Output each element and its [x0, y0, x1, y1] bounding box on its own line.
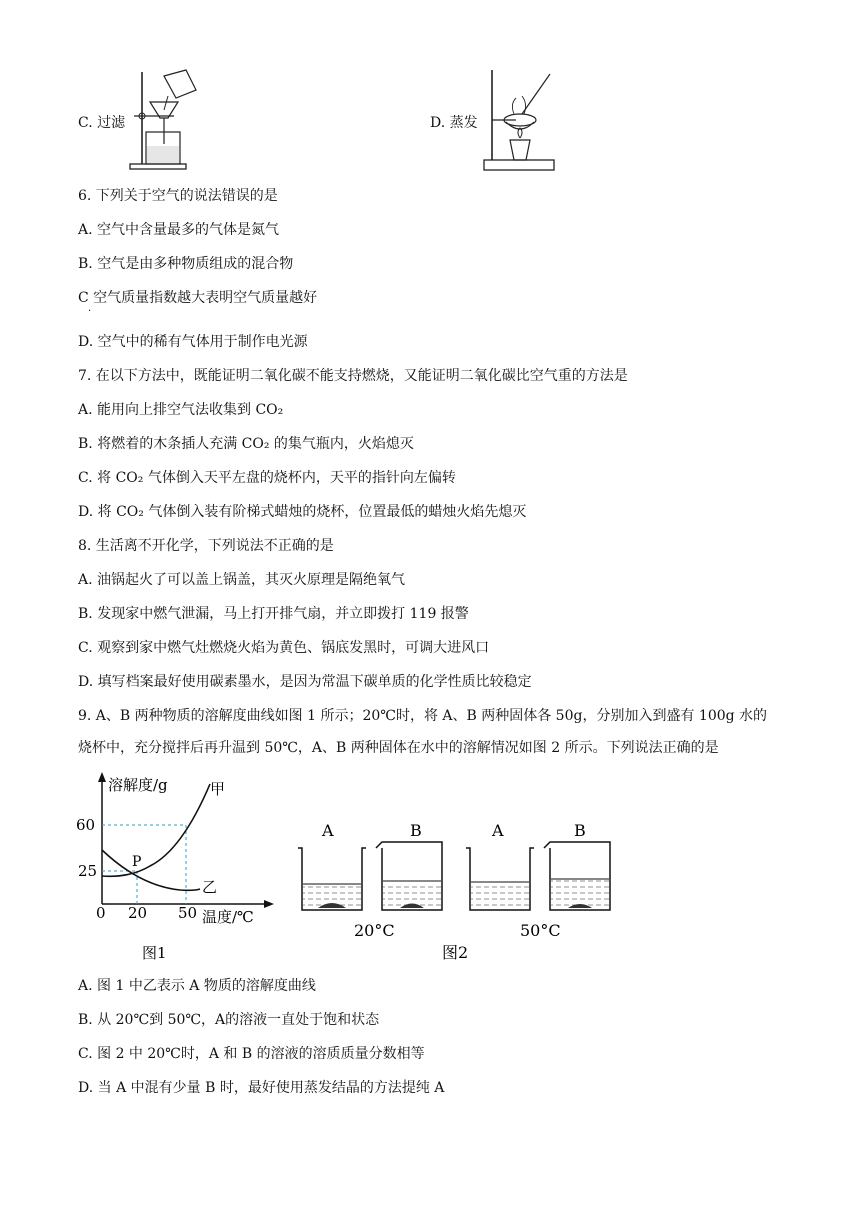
temp-20c-label: 20°C: [354, 921, 395, 940]
q6-stem: 6. 下列关于空气的说法错误的是: [78, 188, 278, 204]
q8-option-d: D. 填写档案最好使用碳素墨水，是因为常温下碳单质的化学性质比较稳定: [78, 674, 532, 690]
curve-jia-label: 甲: [210, 780, 226, 798]
figure-1-solubility-chart: [70, 768, 280, 964]
beaker-a-50c: [466, 821, 534, 910]
temp-50c-label: 50°C: [520, 921, 561, 940]
curve-yi: [102, 850, 200, 890]
q9-option-c: C. 图 2 中 20℃时，A 和 B 的溶液的溶质质量分数相等: [78, 1046, 425, 1062]
beaker-label: A: [492, 821, 504, 840]
x-tick-50: 50: [178, 904, 198, 922]
filtration-apparatus-image: [124, 66, 214, 172]
x-tick-20: 20: [128, 904, 148, 922]
q9-option-a: A. 图 1 中乙表示 A 物质的溶解度曲线: [78, 978, 316, 994]
q7-option-c: C. 将 CO₂ 气体倒入天平左盘的烧杯内，天平的指针向左偏转: [78, 470, 456, 486]
curve-yi-label: 乙: [202, 878, 218, 896]
figure-2-beakers: [292, 818, 622, 966]
y-axis-label: 溶解度/g: [108, 776, 168, 794]
beaker-a-20c: [298, 821, 366, 910]
curve-jia: [102, 784, 210, 876]
q6-option-b: B. 空气是由多种物质组成的混合物: [78, 256, 294, 272]
beaker-label: A: [322, 821, 334, 840]
beaker-b-20c: [376, 821, 442, 910]
q9-stem-line2: 烧杯中，充分搅拌后再升温到 50℃，A、B 两种固体在水中的溶解情况如图 2 所示。下列说法正确的是: [78, 740, 719, 756]
evaporation-apparatus-image: [480, 70, 560, 176]
q5-option-d-label: D. 蒸发: [430, 115, 478, 131]
q9-stem-line1: 9. A、B 两种物质的溶解度曲线如图 1 所示；20℃时，将 A、B 两种固体各 50g，分别加入到盛有 100g 水的: [78, 708, 768, 724]
beaker-label: B: [410, 821, 422, 840]
x-axis-arrow-icon: [264, 900, 274, 908]
x-axis-label: 温度/℃: [202, 908, 254, 926]
q7-option-b: B. 将燃着的木条插人充满 CO₂ 的集气瓶内，火焰熄灭: [78, 436, 414, 452]
y-tick-25: 25: [78, 862, 98, 880]
y-tick-60: 60: [76, 816, 96, 834]
point-p-label: P: [132, 854, 142, 870]
q7-option-a: A. 能用向上排空气法收集到 CO₂: [78, 402, 284, 418]
q6-option-d: D. 空气中的稀有气体用于制作电光源: [78, 334, 308, 350]
q7-stem: 7. 在以下方法中，既能证明二氧化碳不能支持燃烧，又能证明二氧化碳比空气重的方法是: [78, 368, 628, 384]
q8-option-b: B. 发现家中燃气泄漏，马上打开排气扇，并立即拨打 119 报警: [78, 606, 469, 622]
q6-option-a: A. 空气中含量最多的气体是氮气: [78, 222, 280, 238]
figure-2-caption: 图2: [442, 943, 469, 962]
q8-stem: 8. 生活离不开化学，下列说法不正确的是: [78, 538, 334, 554]
q6-option-c: C 空气质量指数越大表明空气质量越好: [78, 290, 318, 306]
q9-option-b: B. 从 20℃到 50℃，A的溶液一直处于饱和状态: [78, 1012, 380, 1028]
q8-option-c: C. 观察到家中燃气灶燃烧火焰为黄色、锅底发黑时，可调大进风口: [78, 640, 490, 656]
figure-1-caption: 图1: [142, 944, 167, 962]
y-axis-arrow-icon: [98, 772, 106, 782]
q8-option-a: A. 油锅起火了可以盖上锅盖，其灭火原理是隔绝氧气: [78, 572, 406, 588]
q7-option-d: D. 将 CO₂ 气体倒入装有阶梯式蜡烛的烧杯，位置最低的蜡烛火焰先熄灭: [78, 504, 527, 520]
beaker-label: B: [574, 821, 586, 840]
stray-dot: ·: [88, 306, 92, 317]
beaker-b-50c: [544, 821, 610, 910]
q5-option-c-label: C. 过滤: [78, 115, 126, 131]
origin-label: 0: [96, 904, 106, 922]
q9-option-d: D. 当 A 中混有少量 B 时，最好使用蒸发结晶的方法提纯 A: [78, 1080, 445, 1096]
